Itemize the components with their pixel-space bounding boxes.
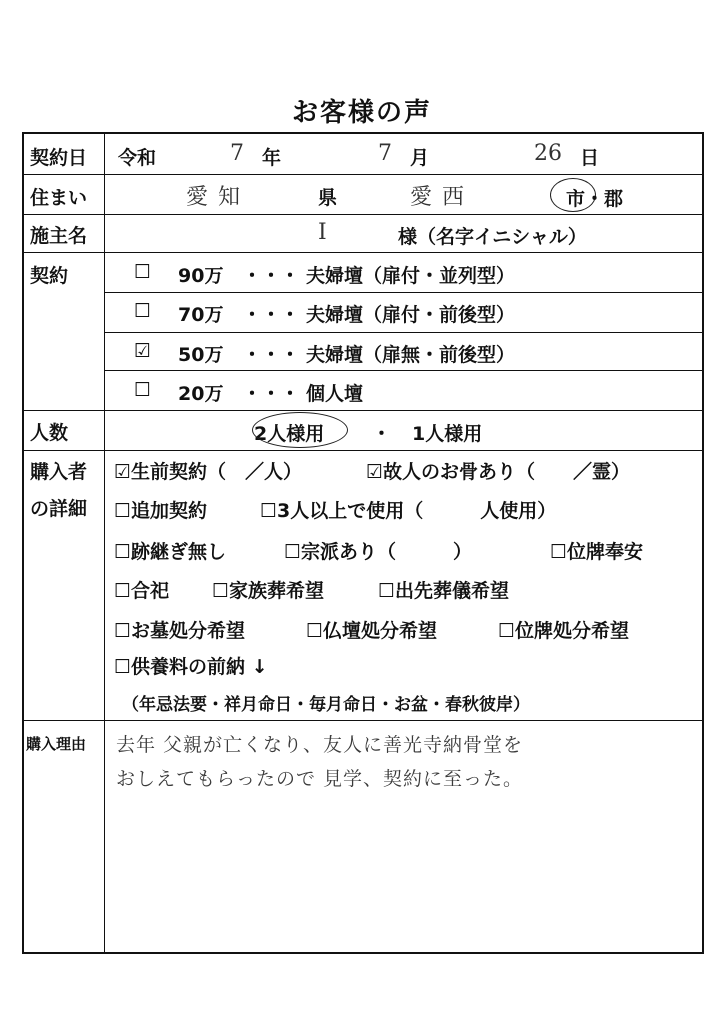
plan-option-70[interactable]: ☐	[134, 300, 152, 322]
label-buyer-details-2: の詳細	[30, 498, 88, 520]
date-era: 令和	[118, 147, 157, 169]
date-month-value: 7	[378, 141, 392, 166]
reason-line-2: おしえてもらったので 見学、契約に至った。	[116, 768, 524, 790]
detail-prepay[interactable]: ☐供養料の前納 ↓	[114, 656, 268, 678]
label-reason: 購入理由	[26, 735, 87, 753]
people-option-2[interactable]: 2人様用	[254, 423, 325, 445]
label-buyer-details-1: 購入者	[30, 461, 88, 483]
date-year-unit: 年	[262, 147, 282, 169]
plan-option-50[interactable]: ☑	[134, 340, 152, 362]
address-city-unit: 市・郡	[566, 188, 624, 210]
plan-row-divider	[105, 332, 703, 333]
people-selected-circle	[252, 412, 348, 448]
detail-goushi[interactable]: ☐合祀	[114, 580, 170, 602]
people-option-1[interactable]: 1人様用	[412, 423, 483, 445]
plan-label-20: 20万 ・・・ 個人壇	[178, 383, 364, 405]
people-separator: ・	[372, 423, 392, 445]
plan-label-90: 90万 ・・・ 夫婦壇（扉付・並列型）	[178, 265, 516, 287]
customer-suffix: 様（名字イニシャル）	[398, 226, 587, 248]
label-people: 人数	[30, 422, 69, 444]
detail-three-or-more[interactable]: ☐3人以上で使用（ 人使用）	[260, 500, 557, 522]
date-month-unit: 月	[410, 147, 430, 169]
date-day-unit: 日	[580, 147, 600, 169]
row-divider	[23, 252, 703, 253]
plan-option-20[interactable]: ☐	[134, 379, 152, 401]
detail-ihai[interactable]: ☐位牌奉安	[550, 541, 644, 563]
address-city-value: 愛西	[410, 185, 475, 210]
customer-initial: I	[318, 220, 327, 245]
detail-remains[interactable]: ☑故人のお骨あり（ ／霊）	[366, 461, 631, 483]
label-customer: 施主名	[30, 225, 88, 247]
row-divider	[23, 214, 703, 215]
label-column-divider	[104, 133, 105, 953]
label-address: 住まい	[30, 187, 88, 209]
detail-sect[interactable]: ☐宗派あり（ ）	[284, 541, 473, 563]
detail-family-funeral[interactable]: ☐家族葬希望	[212, 580, 325, 602]
detail-altar-disposal[interactable]: ☐仏壇処分希望	[306, 620, 438, 642]
plan-row-divider	[105, 370, 703, 371]
date-day-value: 26	[534, 141, 562, 166]
detail-additional-contract[interactable]: ☐追加契約	[114, 500, 208, 522]
address-prefecture-value: 愛知	[186, 185, 251, 210]
plan-row-divider	[105, 292, 703, 293]
row-divider	[23, 410, 703, 411]
plan-label-50: 50万 ・・・ 夫婦壇（扉無・前後型）	[178, 344, 516, 366]
detail-outside-funeral[interactable]: ☐出先葬儀希望	[378, 580, 510, 602]
row-divider	[23, 720, 703, 721]
detail-grave-disposal[interactable]: ☐お墓処分希望	[114, 620, 246, 642]
row-divider	[23, 450, 703, 451]
date-year-value: 7	[230, 141, 244, 166]
plan-option-90[interactable]: ☐	[134, 261, 152, 283]
reason-line-1: 去年 父親が亡くなり、友人に善光寺納骨堂を	[116, 734, 524, 756]
address-prefecture-unit: 県	[318, 187, 338, 209]
plan-label-70: 70万 ・・・ 夫婦壇（扉付・前後型）	[178, 304, 516, 326]
label-contract-date: 契約日	[30, 147, 88, 169]
detail-ihai-disposal[interactable]: ☐位牌処分希望	[498, 620, 630, 642]
form-title: お客様の声	[291, 98, 432, 128]
detail-pre-contract[interactable]: ☑生前契約（ ／人）	[114, 461, 303, 483]
detail-memorial-note: （年忌法要・祥月命日・毎月命日・お盆・春秋彼岸）	[122, 695, 530, 715]
label-contract: 契約	[30, 265, 69, 287]
row-divider	[23, 174, 703, 175]
detail-no-successor[interactable]: ☐跡継ぎ無し	[114, 541, 227, 563]
